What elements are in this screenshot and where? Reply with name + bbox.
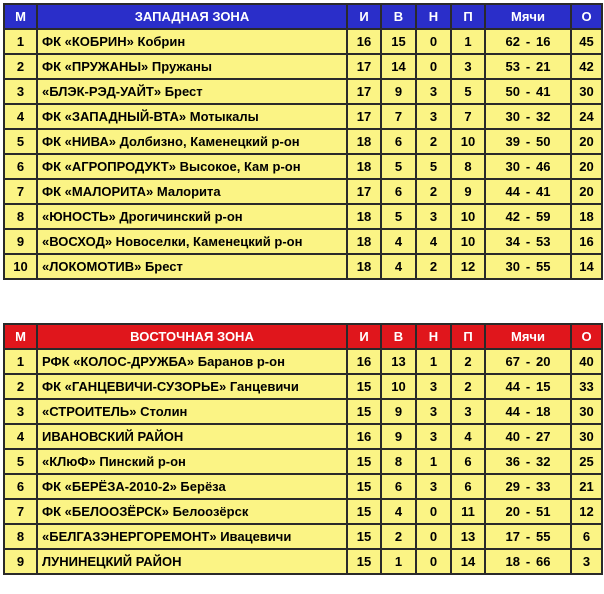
table-row — [4, 129, 602, 154]
table-row — [4, 424, 602, 449]
goals-conceded: 16 — [536, 34, 551, 49]
table-row — [4, 79, 602, 104]
header-place: М — [4, 4, 37, 29]
team-name: «ЛОКОМОТИВ» Брест — [37, 254, 347, 279]
table-row — [4, 374, 602, 399]
games-cell: 17 — [347, 179, 381, 204]
goals-separator: - — [525, 354, 531, 369]
header-goals: Мячи — [485, 324, 571, 349]
draws-cell: 0 — [416, 499, 451, 524]
goals-conceded: 32 — [536, 109, 551, 124]
goals-cell — [485, 549, 571, 574]
wins-cell: 5 — [381, 154, 416, 179]
goals-cell — [485, 129, 571, 154]
games-cell: 15 — [347, 524, 381, 549]
losses-cell: 14 — [451, 549, 485, 574]
table-row — [4, 204, 602, 229]
team-name: ФК «ГАНЦЕВИЧИ-СУЗОРЬЕ» Ганцевичи — [37, 374, 347, 399]
wins-cell: 5 — [381, 204, 416, 229]
draws-cell: 0 — [416, 54, 451, 79]
losses-cell: 9 — [451, 179, 485, 204]
goals-scored: 29 — [505, 479, 520, 494]
goals-cell — [485, 349, 571, 374]
goals-cell — [485, 499, 571, 524]
wins-cell: 8 — [381, 449, 416, 474]
goals-separator: - — [525, 479, 531, 494]
wins-cell: 4 — [381, 254, 416, 279]
points-cell: 18 — [571, 204, 602, 229]
place-cell: 7 — [4, 499, 37, 524]
goals-conceded: 27 — [536, 429, 551, 444]
zone-title: ВОСТОЧНАЯ ЗОНА — [37, 324, 347, 349]
place-cell: 8 — [4, 204, 37, 229]
draws-cell: 5 — [416, 154, 451, 179]
points-cell: 30 — [571, 399, 602, 424]
team-name: ФК «АГРОПРОДУКТ» Высокое, Кам р-он — [37, 154, 347, 179]
goals-separator: - — [525, 529, 531, 544]
goals-scored: 20 — [505, 504, 520, 519]
table-row — [4, 349, 602, 374]
losses-cell: 5 — [451, 79, 485, 104]
place-cell: 2 — [4, 374, 37, 399]
table-row — [4, 399, 602, 424]
goals-separator: - — [525, 84, 531, 99]
place-cell: 4 — [4, 104, 37, 129]
table-row — [4, 549, 602, 574]
place-cell: 2 — [4, 54, 37, 79]
losses-cell: 8 — [451, 154, 485, 179]
header-losses: П — [451, 324, 485, 349]
losses-cell: 2 — [451, 374, 485, 399]
team-name: «БЛЭК-РЭД-УАЙТ» Брест — [37, 79, 347, 104]
goals-scored: 39 — [505, 134, 520, 149]
points-cell: 30 — [571, 79, 602, 104]
draws-cell: 2 — [416, 179, 451, 204]
team-name: ФК «КОБРИН» Кобрин — [37, 29, 347, 54]
goals-conceded: 15 — [536, 379, 551, 394]
points-cell: 20 — [571, 129, 602, 154]
wins-cell: 7 — [381, 104, 416, 129]
losses-cell: 6 — [451, 474, 485, 499]
losses-cell: 10 — [451, 229, 485, 254]
team-name: ИВАНОВСКИЙ РАЙОН — [37, 424, 347, 449]
games-cell: 18 — [347, 129, 381, 154]
team-name: ФК «БЕЛООЗЁРСК» Белоозёрск — [37, 499, 347, 524]
goals-conceded: 41 — [536, 184, 551, 199]
points-cell: 33 — [571, 374, 602, 399]
goals-scored: 30 — [505, 109, 520, 124]
team-name: ЛУНИНЕЦКИЙ РАЙОН — [37, 549, 347, 574]
games-cell: 16 — [347, 349, 381, 374]
points-cell: 20 — [571, 179, 602, 204]
points-cell: 12 — [571, 499, 602, 524]
table-row — [4, 474, 602, 499]
draws-cell: 4 — [416, 229, 451, 254]
place-cell: 5 — [4, 129, 37, 154]
points-cell: 42 — [571, 54, 602, 79]
goals-scored: 44 — [505, 184, 520, 199]
goals-scored: 62 — [505, 34, 520, 49]
goals-scored: 30 — [505, 259, 520, 274]
header-points: О — [571, 324, 602, 349]
goals-scored: 44 — [505, 379, 520, 394]
draws-cell: 2 — [416, 129, 451, 154]
team-name: «БЕЛГАЗЭНЕРГОРЕМОНТ» Ивацевичи — [37, 524, 347, 549]
wins-cell: 14 — [381, 54, 416, 79]
goals-cell — [485, 449, 571, 474]
goals-scored: 17 — [505, 529, 520, 544]
goals-scored: 36 — [505, 454, 520, 469]
team-name: «ВОСХОД» Новоселки, Каменецкий р-он — [37, 229, 347, 254]
wins-cell: 6 — [381, 474, 416, 499]
goals-cell — [485, 79, 571, 104]
draws-cell: 3 — [416, 474, 451, 499]
table-row — [4, 254, 602, 279]
points-cell: 21 — [571, 474, 602, 499]
team-name: «СТРОИТЕЛЬ» Столин — [37, 399, 347, 424]
header-points: О — [571, 4, 602, 29]
table-row — [4, 29, 602, 54]
wins-cell: 2 — [381, 524, 416, 549]
place-cell: 4 — [4, 424, 37, 449]
goals-scored: 18 — [505, 554, 520, 569]
points-cell: 16 — [571, 229, 602, 254]
points-cell: 30 — [571, 424, 602, 449]
wins-cell: 15 — [381, 29, 416, 54]
table-row — [4, 179, 602, 204]
place-cell: 1 — [4, 29, 37, 54]
draws-cell: 3 — [416, 424, 451, 449]
losses-cell: 6 — [451, 449, 485, 474]
goals-scored: 67 — [505, 354, 520, 369]
team-name: «ЮНОСТЬ» Дрогичинский р-он — [37, 204, 347, 229]
wins-cell: 13 — [381, 349, 416, 374]
goals-separator: - — [525, 429, 531, 444]
games-cell: 15 — [347, 399, 381, 424]
header-place: М — [4, 324, 37, 349]
place-cell: 6 — [4, 474, 37, 499]
games-cell: 17 — [347, 54, 381, 79]
goals-separator: - — [525, 379, 531, 394]
goals-conceded: 20 — [536, 354, 551, 369]
goals-conceded: 55 — [536, 529, 551, 544]
goals-separator: - — [525, 259, 531, 274]
draws-cell: 1 — [416, 349, 451, 374]
games-cell: 15 — [347, 549, 381, 574]
goals-conceded: 66 — [536, 554, 551, 569]
goals-conceded: 33 — [536, 479, 551, 494]
wins-cell: 4 — [381, 229, 416, 254]
team-name: ФК «НИВА» Долбизно, Каменецкий р-он — [37, 129, 347, 154]
goals-scored: 40 — [505, 429, 520, 444]
place-cell: 3 — [4, 79, 37, 104]
goals-separator: - — [525, 34, 531, 49]
points-cell: 40 — [571, 349, 602, 374]
goals-cell — [485, 254, 571, 279]
goals-cell — [485, 179, 571, 204]
points-cell: 20 — [571, 154, 602, 179]
wins-cell: 9 — [381, 399, 416, 424]
goals-scored: 44 — [505, 404, 520, 419]
games-cell: 15 — [347, 474, 381, 499]
west-header-row — [4, 4, 602, 29]
goals-scored: 42 — [505, 209, 520, 224]
points-cell: 25 — [571, 449, 602, 474]
wins-cell: 1 — [381, 549, 416, 574]
goals-conceded: 53 — [536, 234, 551, 249]
goals-conceded: 18 — [536, 404, 551, 419]
wins-cell: 9 — [381, 79, 416, 104]
header-draws: Н — [416, 324, 451, 349]
wins-cell: 9 — [381, 424, 416, 449]
losses-cell: 2 — [451, 349, 485, 374]
losses-cell: 3 — [451, 399, 485, 424]
points-cell: 6 — [571, 524, 602, 549]
games-cell: 18 — [347, 204, 381, 229]
goals-separator: - — [525, 504, 531, 519]
header-goals: Мячи — [485, 4, 571, 29]
team-name: РФК «КОЛОС-ДРУЖБА» Баранов р-он — [37, 349, 347, 374]
goals-cell — [485, 154, 571, 179]
east-header-row — [4, 324, 602, 349]
goals-separator: - — [525, 59, 531, 74]
goals-cell — [485, 104, 571, 129]
goals-separator: - — [525, 234, 531, 249]
table-row — [4, 499, 602, 524]
losses-cell: 3 — [451, 54, 485, 79]
east-zone-table — [3, 323, 603, 575]
wins-cell: 6 — [381, 179, 416, 204]
west-zone-table — [3, 3, 603, 280]
goals-cell — [485, 229, 571, 254]
header-games: И — [347, 324, 381, 349]
goals-scored: 50 — [505, 84, 520, 99]
place-cell: 8 — [4, 524, 37, 549]
place-cell: 5 — [4, 449, 37, 474]
games-cell: 15 — [347, 449, 381, 474]
team-name: ФК «БЕРЁЗА-2010-2» Берёза — [37, 474, 347, 499]
goals-separator: - — [525, 134, 531, 149]
team-name: ФК «ПРУЖАНЫ» Пружаны — [37, 54, 347, 79]
header-losses: П — [451, 4, 485, 29]
losses-cell: 1 — [451, 29, 485, 54]
place-cell: 9 — [4, 549, 37, 574]
losses-cell: 13 — [451, 524, 485, 549]
header-games: И — [347, 4, 381, 29]
goals-conceded: 41 — [536, 84, 551, 99]
table-row — [4, 154, 602, 179]
draws-cell: 3 — [416, 204, 451, 229]
table-row — [4, 229, 602, 254]
wins-cell: 6 — [381, 129, 416, 154]
header-wins: В — [381, 324, 416, 349]
draws-cell: 0 — [416, 549, 451, 574]
table-row — [4, 449, 602, 474]
draws-cell: 3 — [416, 104, 451, 129]
goals-cell — [485, 474, 571, 499]
goals-separator: - — [525, 209, 531, 224]
goals-conceded: 32 — [536, 454, 551, 469]
goals-scored: 53 — [505, 59, 520, 74]
table-row — [4, 104, 602, 129]
goals-cell — [485, 204, 571, 229]
goals-separator: - — [525, 454, 531, 469]
place-cell: 10 — [4, 254, 37, 279]
games-cell: 18 — [347, 254, 381, 279]
losses-cell: 7 — [451, 104, 485, 129]
points-cell: 3 — [571, 549, 602, 574]
team-name: ФК «МАЛОРИТА» Малорита — [37, 179, 347, 204]
games-cell: 15 — [347, 374, 381, 399]
goals-cell — [485, 29, 571, 54]
goals-cell — [485, 399, 571, 424]
goals-separator: - — [525, 404, 531, 419]
header-wins: В — [381, 4, 416, 29]
place-cell: 7 — [4, 179, 37, 204]
goals-conceded: 59 — [536, 209, 551, 224]
goals-scored: 30 — [505, 159, 520, 174]
games-cell: 15 — [347, 499, 381, 524]
zone-title: ЗАПАДНАЯ ЗОНА — [37, 4, 347, 29]
draws-cell: 3 — [416, 399, 451, 424]
goals-conceded: 21 — [536, 59, 551, 74]
losses-cell: 4 — [451, 424, 485, 449]
goals-separator: - — [525, 109, 531, 124]
games-cell: 17 — [347, 79, 381, 104]
losses-cell: 11 — [451, 499, 485, 524]
losses-cell: 10 — [451, 129, 485, 154]
place-cell: 1 — [4, 349, 37, 374]
goals-separator: - — [525, 159, 531, 174]
games-cell: 18 — [347, 229, 381, 254]
goals-conceded: 50 — [536, 134, 551, 149]
goals-cell — [485, 374, 571, 399]
place-cell: 3 — [4, 399, 37, 424]
table-row — [4, 54, 602, 79]
points-cell: 14 — [571, 254, 602, 279]
goals-cell — [485, 424, 571, 449]
points-cell: 24 — [571, 104, 602, 129]
draws-cell: 3 — [416, 79, 451, 104]
draws-cell: 1 — [416, 449, 451, 474]
games-cell: 18 — [347, 154, 381, 179]
draws-cell: 2 — [416, 254, 451, 279]
table-row — [4, 524, 602, 549]
header-draws: Н — [416, 4, 451, 29]
goals-conceded: 55 — [536, 259, 551, 274]
goals-cell — [485, 524, 571, 549]
games-cell: 16 — [347, 424, 381, 449]
games-cell: 16 — [347, 29, 381, 54]
draws-cell: 0 — [416, 29, 451, 54]
losses-cell: 12 — [451, 254, 485, 279]
wins-cell: 4 — [381, 499, 416, 524]
goals-conceded: 46 — [536, 159, 551, 174]
team-name: ФК «ЗАПАДНЫЙ-ВТА» Мотыкалы — [37, 104, 347, 129]
team-name: «КЛюФ» Пинский р-он — [37, 449, 347, 474]
losses-cell: 10 — [451, 204, 485, 229]
goals-cell — [485, 54, 571, 79]
wins-cell: 10 — [381, 374, 416, 399]
goals-scored: 34 — [505, 234, 520, 249]
draws-cell: 3 — [416, 374, 451, 399]
goals-conceded: 51 — [536, 504, 551, 519]
points-cell: 45 — [571, 29, 602, 54]
place-cell: 9 — [4, 229, 37, 254]
games-cell: 17 — [347, 104, 381, 129]
goals-separator: - — [525, 184, 531, 199]
draws-cell: 0 — [416, 524, 451, 549]
place-cell: 6 — [4, 154, 37, 179]
goals-separator: - — [525, 554, 531, 569]
